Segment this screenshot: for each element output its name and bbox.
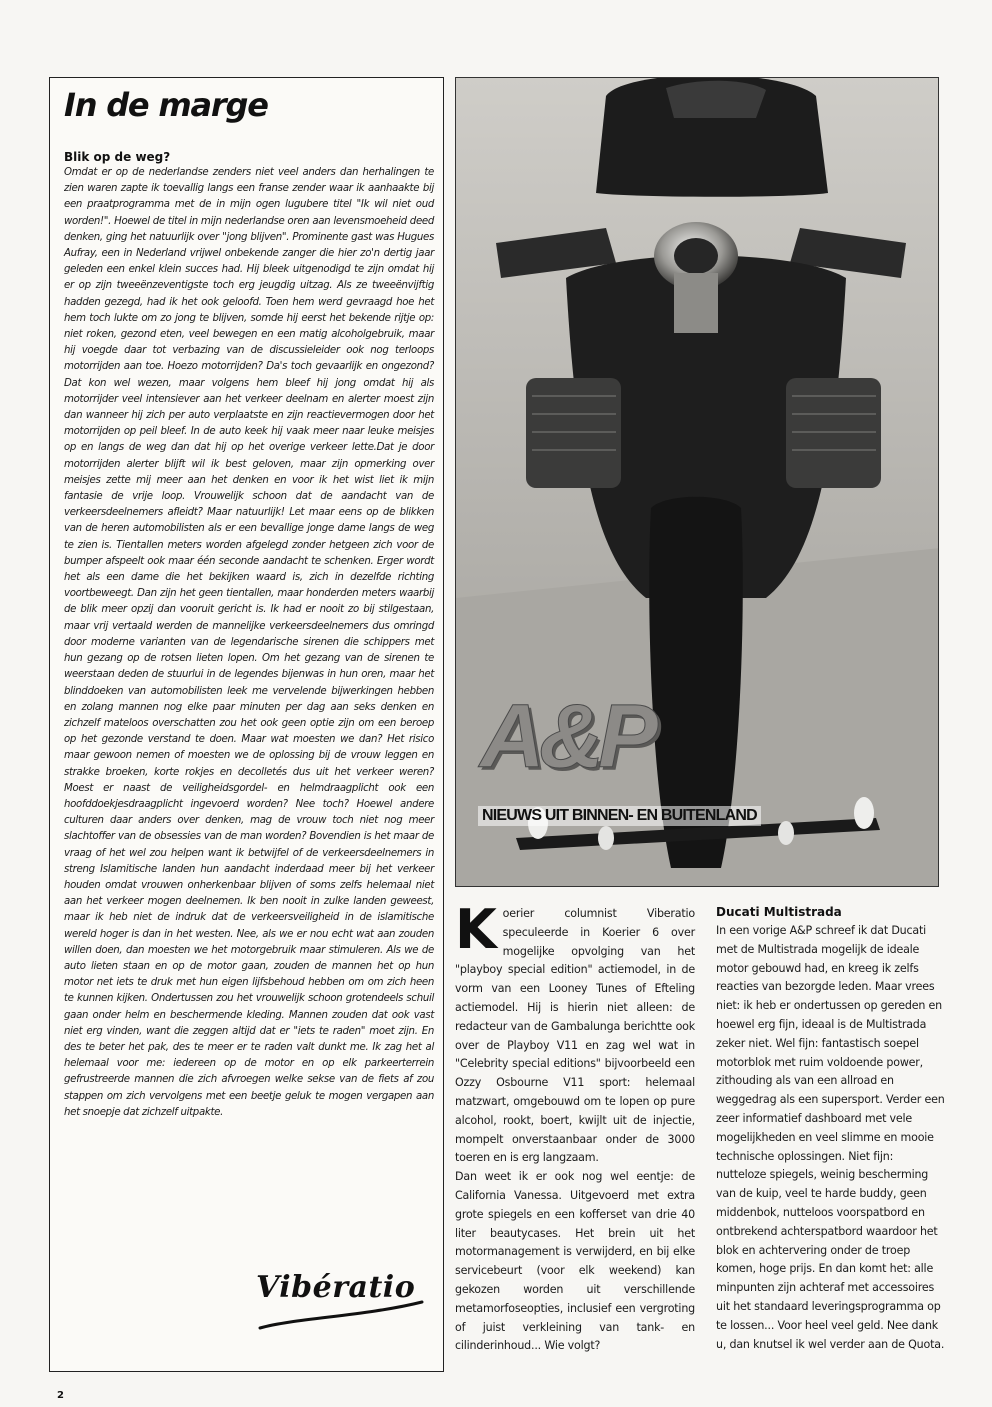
page-number: 2 [57,1390,64,1401]
sidebar-body: Omdat er op de nederlandse zenders niet veel anders dan herhalingen te zien waren zapte ik toevallig langs een franse zender waar ik aanhaakte bij een praatprogramma met de in mijn ogen lugubere titel "Ik wil niet oud worden!". Hoewel de titel in mijn nederlandse oren aan levensmoeheid deed denken, ging het natuurlijk over "jong blijven". Prominente gast was Hugues Aufray, een in Nederland vrijwel onbekende zanger die hier zo'n dertig jaar geleden een enkel klein succes had. Hij bleek uitgenodigd te zijn omdat hij er op zijn tweeënzeventigste toch erg jeugdig uitzag. Als ze tweeënvijftig hadden gezegd, had ik het ook geloofd. Toen hem werd gevraagd hoe het hem toch lukte om zo jong te blijven, somde hij eerst het bekende rijtje op: niet roken, gezond eten, veel bewegen en een matig alcoholgebruik, maar hij voegde daar tot verbazing van de discussieleider ook nog terloops motorrijden aan toe. Hoezo motorrijden? Da's toch gevaarlijk en ongezond? Dat kon wel wezen, maar volgens hem bleef hij jong omdat hij als motorrijder veel intensiever aan het verkeer deelnam en alerter moest zijn dan wanneer hij zich per auto verplaatste en zijn reactievermogen door het motorrijden op peil bleef. In de auto keek hij vaak meer naar leuke meisjes op en langs de weg dan dat hij op het overige verkeer lette.Dat je door motorrijden alerter blijft wil ik best geloven, maar zijn opmerking over meisjes zette mij meer aan het denken en voor ik het wist liet ik mijn fantasie de vrije loop. Vrouwelijk schoon dat de aandacht van de verkeersdeelnemers afleidt? Maar natuurlijk! Let maar eens op de blikken van de heren automobilisten als er een bevallige jonge dame langs de weg te zien is. Tientallen meters worden afgelegd zonder hetgeen zich voor de bumper afspeelt ook maar één seconde aandacht te schenken. Erger wordt het als een dame die het bekijken waard is, zich in dezelfde richting voortbeweegt. Dan zijn het geen tientallen, maar honderden meters waarbij de blik meer opzij dan vooruit gericht is. Ik had er nooit zo bij stilgestaan, maar vrij vertaald werden de mannelijke verkeersdeelnemers dus omringd door moderne varianten van de legendarische sirenen die schippers met hun gezang op de rotsen lieten lopen. Om het gezang van de sirenen te weerstaan deden de stuurlui in de legendes bijenwas in hun oren, maar het blinddoeken van automobilisten leek me vervelende bijwerkingen hebben en zolang mannen nog elke paar minuten per dag aan seks denken en zichzelf mateloos overschatten zou het ook geen optie zijn om een beroep op het gezonde verstand te doen. Maar wat moesten we dan? Het risico maar gewoon nemen of moesten we de oplossing bij de vrouw leggen en strakke broeken, korte rokjes en decolletés dus uit het verkeer weren? Moest er naast de veiligheidsgordel- en helmdraagplicht ook een hoofddoekjesdraagplicht ingevoerd worden? Nee toch? Hoewel andere culturen daar anders over denken, mag de vrouw toch niet nog meer slachtoffer van de obsessies van de man worden? Bovendien is het maar de vraag of het wel zou helpen want ik betwijfel of de verkeersdeelnemers in streng Islamitische landen hun aandacht inderdaad meer bij het verkeer houden omdat vrouwen onherkenbaar blijven of soms zelfs helemaal niet aan het verkeer mogen deelnemen. Ik ben nooit in zulke landen geweest, maar ik heb niet de indruk dat de verkeersveiligheid in de islamitische wereld hoger is dan in het westen. Nee, als we er nou echt wat aan zouden willen doen, dan moesten we het motorgebruik maar stimuleren. Als we de auto lieten staan en op de motor gaan, zouden de mannen het op hun motor net iets te druk met hun eigen lijfsbehoud hebben om om zich heen te kunnen kijken. Ondertussen zou het vrouwelijk schoon grotendeels schuil gaan onder helm en beschermende kleding. Mannen zouden dat ook vast niet erg vinden, want die zeggen altijd dat er "iets te raden" moet zijn. En des te beter het pak, des te meer er te raden valt dunkt me. Ik zag het al helemaal voor me: iedereen op de motor en op elk parkeerterrein gefrustreerde mannen die zich afvroegen welke sekse van de fiets af zou stappen om zich vervolgens met een beetje geluk te mogen vergapen aan het snoepje dat zichzelf uitpakte. [64,167,434,1118]
motorcycle-photo [455,77,939,887]
drop-cap: K [455,898,497,961]
ducati-title: Ducati Multistrada [716,905,842,919]
ducati-body: In een vorige A&P schreef ik dat Ducati met de Multistrada mogelijk de ideale motor gebouwd had, en kreeg ik zelfs reacties van bezorgde leden. Maar vrees niet: ik heb er ondertussen op gereden en hoewel erg fijn, ideaal is de Multistrada zeker niet. Wel fijn: fantastisch soepel motorblok met ruim voldoende power, zithouding als van een allroad en weggedrag als een supersport. Verder een zeer informatief dashboard met vele mogelijkheden en veel slimme en mooie technische oplossingen. Niet fijn: nutteloze spiegels, weinig bescherming van de kuip, veel te harde buddy, geen middenbok, nutteloos voorspatbord en ontbrekend achterspatbord waardoor het blok en achtervering onder de troep komen, hoge prijs. En dan komt het: alle minpunten zijn achteraf met accessoires uit het standaard leveringsprogramma op te lossen... Voor heel veel geld. Nee dank u, dan knutsel ik wel verder aan de Quota. [716,924,945,1351]
signature-swash [256,1288,426,1338]
sidebar-subhead: Blik op de weg? [64,150,171,164]
ap-logo: A&P [480,687,653,787]
article-column [455,898,695,1356]
article-paragraph-1: oerier columnist Viberatio speculeerde in Koerier 6 over mogelijke opvolging van het "playboy special edition" actiemodel, in de vorm van een Looney Tunes of Efteling actiemodel. Hij is hierin niet alleen: de redacteur van de Gambalunga berichtte ook over de Playboy V11 en zag wel wat in "Celebrity special editions" bijvoorbeeld een Ozzy Osbourne V11 sport: helemaal matzwart, omgebouwd om te lopen op pure alcohol, rookt, boert, kwijlt uit de injectie, mompelt onverstaanbaar onder de 3000 toeren en is erg langzaam. [455,907,695,1165]
signature: Vibératio [256,1270,416,1305]
sidebar-title: In de marge [64,86,268,124]
article-paragraph-2: Dan weet ik er ook nog wel eentje: de California Vanessa. Uitgevoerd met extra grote spiegels en een kofferset van drie 40 liter beautycases. Het brein uit het motormanagement is verwijderd, en bij elke servicebeurt (voor elk weekend) kan gekozen worden uit verschillende metamorfoseopties, inclusief een vergroting of juist verkleining van tank- en cilinderinhoud... Wie volgt? [455,1170,695,1353]
ap-logo-subtitle: NIEUWS UIT BINNEN- EN BUITENLAND [478,806,761,826]
